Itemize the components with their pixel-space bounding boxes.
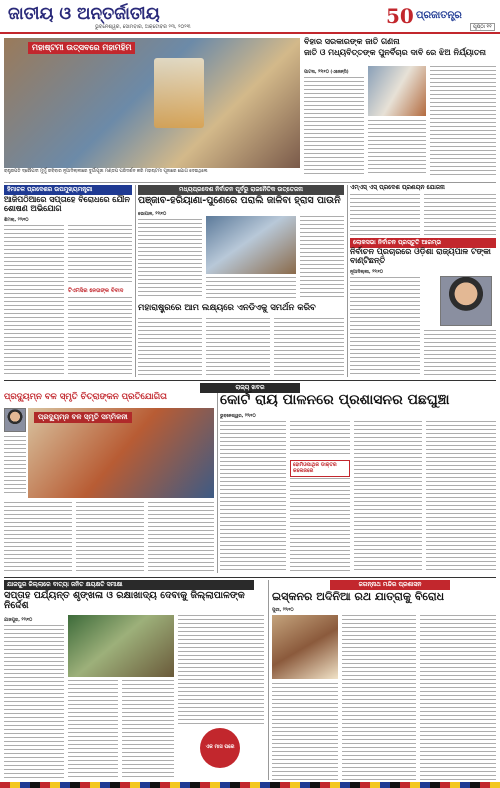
center-dateline: ଭୋପାଳ, ୨୨ା୧୦: [138, 212, 167, 217]
divider: [4, 380, 496, 381]
anniversary-logo-number: 50: [386, 4, 414, 28]
lead-photo-overlay: ମହାଷ୍ଟମୀ ଉତ୍ସବରେ ମହାମହିମ: [28, 42, 135, 54]
state-text-column: [290, 421, 350, 457]
bottom-right-headline: ଇସ୍କନର ଅଦିନିଆ ରଥ ଯାତ୍ରାକୁ ବିରୋଧ: [272, 590, 445, 603]
divider: [4, 182, 496, 183]
center-text-column: [300, 216, 344, 299]
center-headline: ପଞ୍ଜାବ-ହରିୟାଣା-ପୁଣେରେ ପରାଲି ଜାଳିବା ହ୍ରାସ ପାଉନି: [138, 195, 341, 206]
state-text-column: [290, 478, 350, 571]
dateline: ଭୁବନେଶ୍ୱର, ସୋମବାର, ଅକ୍ଟୋବର ୨୩, ୨୦୨୩: [95, 24, 191, 30]
left-dateline: ଶିମଲା, ୨୨ା୧୦: [4, 218, 29, 223]
bottom-right-text-column: [342, 615, 416, 780]
state-sub-headline: ହୋମିଓପାଥିକ ଡାକ୍ତର କଲେଜରେ: [290, 460, 350, 477]
center-second-headline: ମହାରାଷ୍ଟ୍ରରେ ଆମ ଲକ୍ଷ୍ୟରେ ଏନଡିଏକୁ ସମର୍ଥନ କରିବ: [138, 303, 316, 313]
story-text-column: [430, 66, 496, 175]
center-text-column: [274, 318, 344, 376]
state-text-column: [4, 436, 26, 496]
center-text-column: [206, 318, 270, 376]
state-text-column: [148, 502, 214, 572]
left-text-column: [68, 225, 132, 285]
masthead: [0, 0, 500, 34]
state-text-column: [426, 421, 496, 571]
right-text-column: [424, 330, 496, 377]
story-headline: ଜାତି ଓ ମଧ୍ୟବିତ୍ତଙ୍କ ପୁନର୍ବିଚାର ଦାବି ରେ ଝିଅ ନିର୍ଯ୍ୟାତନା: [304, 48, 486, 57]
bottom-left-text-column: [4, 625, 64, 780]
right-dateline: ନୂଆଦିଲ୍ଲୀ, ୨୨ା୧୦: [350, 270, 383, 275]
bottom-right-dateline: ପୁରୀ, ୨୨ା୧୦: [272, 608, 294, 613]
divider: [268, 580, 269, 780]
story-text-column: [368, 120, 426, 175]
center-text-column: [206, 277, 296, 299]
bottom-left-badge: ଏକ ମାସ ପରେ: [200, 728, 240, 768]
lead-photo-caption: ରାଷ୍ଟ୍ରପତି ଦ୍ରୌପଦୀ ମୁର୍ମୁ ରବିବାର ନୂଆଦିଲ୍ଲୀରେ ଦୁର୍ଗାପୂଜା ମଣ୍ଡପ ପରିଦର୍ଶନ କରି ମହାଷ୍ଟମୀ ପୂଜାରେ ଯୋଗ ଦେଇଥିଲେ: [4, 169, 208, 174]
state-photo-overlay: ପ୍ରଦ୍ୟୁମ୍ନ ବଳ ସ୍ମୃତି ସମ୍ମିଳନୀ: [34, 412, 132, 423]
bottom-right-photo: [272, 615, 338, 679]
state-main-headline: କୋର୍ଟ ରାୟ ପାଳନରେ ପ୍ରଶାସନର ପଛଘୁଞ୍ଚା: [220, 392, 450, 408]
divider: [4, 577, 496, 578]
right-text-column: [424, 194, 496, 236]
right-text-column: [350, 277, 420, 377]
right-text-column: [350, 194, 420, 236]
top-right-story: [304, 37, 496, 58]
state-text-column: [354, 421, 422, 571]
divider: [347, 185, 348, 377]
portrait-photo: [440, 276, 492, 326]
left-subhead: ଟିଏମସିର ନେତାଙ୍କ ବିବାଦ: [68, 288, 124, 294]
bottom-left-kicker: ଯାଜପୁର ଜିଲ୍ଲାରେ ବାତ୍ୟା ଜନିତ କ୍ଷୟକ୍ଷତି ସମୀକ୍ଷା: [4, 580, 254, 590]
story-text-column: [304, 77, 364, 175]
bottom-right-text-column: [272, 683, 338, 780]
right-headline: ନିର୍ବାଚନ ପ୍ରଚାରରେ ଓଡ଼ିଶା ରାଜ୍ୟପାଳ ଟଙ୍କା ବାଣ୍ଟିଛନ୍ତି: [350, 247, 491, 265]
center-band: ମଧ୍ୟପ୍ରଦେଶ ନିର୍ବାଚନ ପୂର୍ବରୁ ରାଜନୈତିକ ଉତ୍ତେଜନା: [138, 185, 344, 195]
left-text-column: [68, 297, 132, 375]
state-news-band: ରାଜ୍ୟ ଖବର: [200, 383, 300, 393]
right-sub-kicker: ଲୋକସଭା ନିର୍ବାଚନ ପ୍ରସ୍ତୁତି ଆରମ୍ଭ: [350, 238, 496, 248]
state-text-column: [220, 421, 286, 571]
state-text-column: [4, 502, 72, 572]
state-photo: [28, 408, 214, 498]
section-title: ଜାତୀୟ ଓ ଅନ୍ତର୍ଜାତୀୟ: [8, 4, 160, 24]
center-text-column: [138, 219, 202, 299]
bottom-left-text-column: [68, 680, 118, 780]
center-text-column: [138, 318, 202, 376]
left-kicker: ହିମାଚଳ ପ୍ରଦେଶର ଉପମୁଖ୍ୟମନ୍ତ୍ରୀ: [4, 185, 132, 195]
bottom-left-text-column: [178, 615, 264, 725]
newspaper-name: ପ୍ରଜାତନ୍ତ୍ର: [416, 10, 462, 21]
center-photo: [206, 216, 296, 274]
story-photo: [368, 66, 426, 116]
bottom-right-kicker: ଜଗନ୍ନାଥ ମନ୍ଦିର ପ୍ରଶାସନ: [330, 580, 450, 590]
left-headline: ଆଜିପଠିଆରେ ସପ୍ତାହେ ବିରୋଧରେ ଯୌନ ଶୋଷଣ ଅଭିଯୋଗ: [4, 195, 130, 213]
page-number: ପୃଷ୍ଠା ୧୧: [470, 23, 495, 31]
story-kicker: ବିହାର ସରକାରଙ୍କ ଜାତି ଗଣନା: [304, 37, 496, 47]
color-registration-strip: [0, 782, 500, 788]
story-dateline: ପାଟନା, ୨୨ା୧୦ (ଏଜେନ୍ସି): [304, 70, 349, 75]
divider: [217, 393, 218, 573]
bottom-left-text-column: [122, 680, 174, 780]
bottom-right-text-column: [420, 615, 496, 780]
idol-shape: [154, 58, 204, 128]
state-left-headline: ପ୍ରଦ୍ୟୁମ୍ନ ବଳ ସ୍ମୃତି ଚିତ୍ରାଙ୍କନ ପ୍ରତିଯୋଗିତା: [4, 392, 167, 402]
lead-photo: [4, 38, 300, 168]
bottom-left-dateline: ଯାଜପୁର, ୨୨ା୧୦: [4, 618, 33, 623]
state-text-column: [76, 502, 144, 572]
memorial-portrait: [4, 408, 26, 432]
divider: [135, 185, 136, 377]
bottom-left-photo: [68, 615, 174, 677]
state-dateline: ଭୁବନେଶ୍ୱର, ୨୨ା୧୦: [220, 414, 256, 419]
right-kicker: ଏମ୍‌ଏସ୍‌ ଏସ୍‌ ପ୍ରଦେଶ ପ୍ରଣୟନ ଯୋଜନା: [350, 184, 445, 191]
bottom-left-headline: ସପ୍ତାହ ପର୍ଯ୍ୟନ୍ତ ଶୃଙ୍ଖଳା ଓ ରକ୍ଷାଖାଦ୍ୟ ଦେବାକୁ ଜିଲ୍ଲାପାଳଙ୍କ ନିର୍ଦ୍ଦେଶ: [4, 590, 245, 612]
left-text-column: [4, 225, 64, 375]
